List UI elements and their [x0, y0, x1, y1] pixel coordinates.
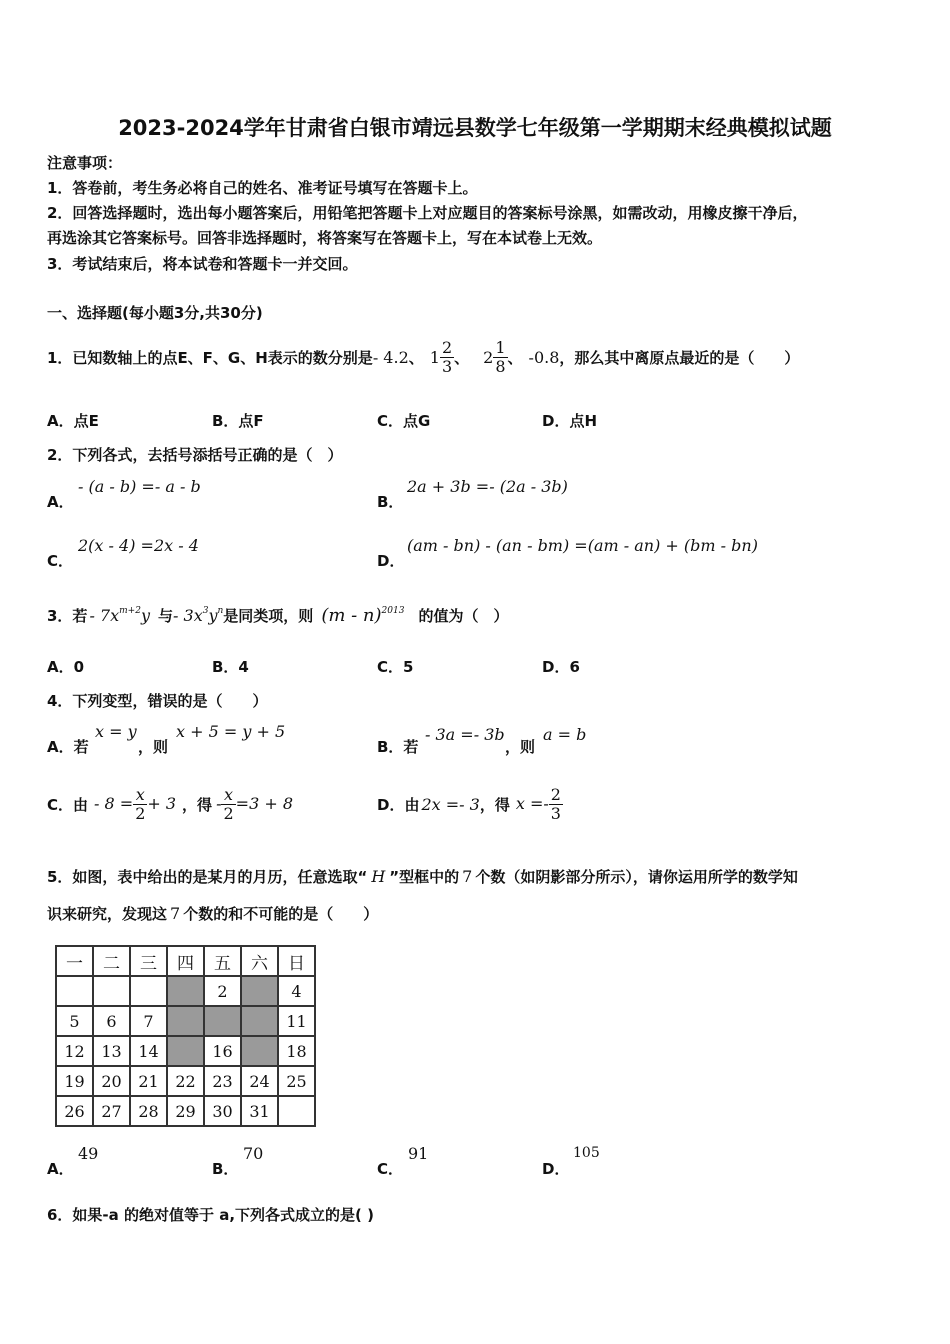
q1-g-whole: 2 — [483, 347, 494, 367]
calendar-cell: 25 — [278, 1066, 315, 1096]
q1-option-c: C．点G — [377, 412, 431, 430]
calendar-cell-shaded — [241, 1036, 278, 1066]
q3-term-2-exp-y: n — [217, 605, 224, 616]
calendar-header-row — [56, 946, 315, 976]
q2-stem: 2．下列各式，去括号添括号正确的是（ ） — [47, 446, 343, 464]
q1-option-b: B．点F — [212, 412, 264, 430]
q2-option-c-label: C． — [47, 552, 74, 570]
question-1 — [47, 327, 799, 387]
q4-c-rhs: + 3 — [147, 793, 177, 813]
calendar-cell — [130, 976, 167, 1006]
calendar-cell: 26 — [56, 1096, 93, 1126]
q5-h-symbol: H — [371, 867, 386, 886]
calendar-cell: 19 — [56, 1066, 93, 1096]
q4-option-a-result: x + 5 = y + 5 — [176, 722, 286, 741]
q2-option-d-label: D． — [377, 552, 405, 570]
q1-value-g — [483, 339, 507, 376]
q4-c-result-denominator: 2 — [223, 803, 234, 823]
q5-option-c-label: C． — [377, 1160, 404, 1178]
q3-term-2-exp-x: 3 — [202, 605, 209, 616]
calendar-cell: 22 — [167, 1066, 204, 1096]
q4-option-a-premise: x = y — [95, 722, 137, 741]
q2-option-a-label: A． — [47, 493, 74, 511]
q5-option-a-label: A． — [47, 1160, 74, 1178]
section-heading: 一、选择题(每小题3分,共30分) — [47, 304, 263, 322]
calendar-cell: 7 — [130, 1006, 167, 1036]
q5-line-2-a: 识来研究，发现这 — [47, 905, 168, 923]
q4-c-result-numerator: x — [221, 786, 235, 805]
q3-stem-mid: 是同类项，则 — [223, 606, 314, 625]
page-title: 2023-2024学年甘肃省白银市靖远县数学七年级第一学期期末经典模拟试题 — [118, 116, 832, 140]
q1-g-numerator: 1 — [495, 337, 506, 357]
q4-option-d — [377, 780, 563, 828]
q3-term-2-base: - 3x — [173, 605, 203, 625]
q3-term-1-base: - 7x — [89, 605, 120, 625]
q5-line-1-b: ”型框中的 — [389, 868, 460, 886]
q4-option-a-then: ，则 — [138, 738, 169, 756]
calendar-cell-shaded — [241, 976, 278, 1006]
calendar-header-cell: 三 — [130, 946, 167, 976]
q4-option-c-premise — [94, 786, 176, 823]
calendar-cell: 29 — [167, 1096, 204, 1126]
q1-separator: 、 — [408, 348, 424, 367]
calendar-cell: 20 — [93, 1066, 130, 1096]
q1-stem-end: ，那么其中离原点最近的是（ ） — [559, 348, 800, 367]
calendar-header-cell: 五 — [204, 946, 241, 976]
q5-line-1-a: 5．如图，表中给出的是某月的月历，任意选取“ — [47, 868, 368, 886]
q1-f-whole: 1 — [429, 347, 440, 367]
calendar-row — [56, 1006, 315, 1036]
q4-option-a-label: A．若 — [47, 738, 89, 756]
calendar-cell: 5 — [56, 1006, 93, 1036]
q2-option-d-expr: (am - bn) - (an - bm) =(am - an) + (bm - bn) — [407, 536, 758, 555]
q1-separator: 、 — [507, 348, 523, 367]
q4-option-c-result — [216, 786, 293, 823]
calendar-header-cell: 六 — [241, 946, 278, 976]
q1-stem: 1．已知数轴上的点E、F、G、H表示的数分别是 — [47, 348, 373, 367]
calendar-cell: 11 — [278, 1006, 315, 1036]
calendar-cell — [56, 976, 93, 1006]
q5-option-b-label: B． — [212, 1160, 239, 1178]
q2-option-b-expr: 2a + 3b =- (2a - 3b) — [407, 477, 568, 496]
q2-option-a-expr: - (a - b) =- a - b — [78, 477, 201, 496]
q5-seven: 7 — [462, 867, 473, 886]
calendar-cell: 30 — [204, 1096, 241, 1126]
q1-f-denominator: 3 — [441, 356, 453, 376]
q4-option-b-label: B．若 — [377, 738, 419, 756]
q5-option-a-value: 49 — [78, 1144, 99, 1163]
calendar-cell: 21 — [130, 1066, 167, 1096]
calendar-row — [56, 976, 315, 1006]
calendar-header-cell: 二 — [93, 946, 130, 976]
q3-term-1-exponent: m+2 — [119, 605, 141, 616]
q3-term-1 — [89, 606, 150, 625]
q1-separator: 、 — [454, 348, 470, 367]
calendar-header-cell: 日 — [278, 946, 315, 976]
q3-stem-end: 的值为（ ） — [418, 606, 509, 625]
calendar-cell — [278, 1096, 315, 1126]
q4-c-result-rhs: =3 + 8 — [235, 793, 293, 813]
q4-option-b-premise: - 3a =- 3b — [425, 725, 505, 744]
q4-d-denominator: 3 — [550, 803, 561, 823]
calendar-cell-shaded — [167, 1006, 204, 1036]
notice-heading: 注意事项： — [47, 154, 123, 172]
q3-term-2-y: y — [208, 605, 218, 625]
q6-stem: 6．如果-a 的绝对值等于 a,下列各式成立的是( ) — [47, 1206, 374, 1224]
calendar-cell: 16 — [204, 1036, 241, 1066]
q3-option-a: A．0 — [47, 658, 85, 676]
q4-c-lhs: - 8 = — [94, 793, 134, 813]
calendar-table — [55, 945, 316, 1127]
q5-line-2-b: 个数的和不可能的是（ ） — [183, 905, 379, 923]
question-3 — [47, 595, 508, 635]
q1-value-e: - 4.2 — [372, 347, 409, 367]
q4-option-d-then: ，得 — [479, 795, 510, 814]
q4-option-c — [47, 780, 293, 828]
q1-option-a: A．点E — [47, 412, 99, 430]
q4-d-result-lhs: x =- — [515, 793, 549, 813]
q5-option-b-value: 70 — [243, 1144, 264, 1163]
q5-seven-2: 7 — [170, 904, 181, 923]
q3-option-d: D．6 — [542, 658, 580, 676]
q1-value-f — [430, 339, 454, 376]
calendar-cell: 12 — [56, 1036, 93, 1066]
calendar-header-cell: 四 — [167, 946, 204, 976]
q4-option-d-premise: 2x =- 3 — [421, 794, 480, 814]
calendar-row — [56, 1036, 315, 1066]
q4-c-numerator: x — [133, 786, 147, 805]
q4-option-d-result — [516, 786, 563, 823]
calendar-header-cell: 一 — [56, 946, 93, 976]
calendar-cell: 14 — [130, 1036, 167, 1066]
notice-item: 2．回答选择题时，选出每小题答案后，用铅笔把答题卡上对应题目的答案标号涂黑，如需改动，用橡皮擦干净后， — [47, 204, 808, 222]
calendar-cell: 31 — [241, 1096, 278, 1126]
q5-option-c-value: 91 — [408, 1144, 429, 1163]
q5-line-1-c: 个数（如阴影部分所示），请你运用所学的数学知 — [475, 868, 798, 886]
q5-line-2 — [47, 903, 378, 924]
q3-option-c: C．5 — [377, 658, 414, 676]
q4-c-denominator: 2 — [135, 803, 146, 823]
q1-value-h: -0.8 — [528, 347, 560, 367]
q5-line-1 — [47, 866, 798, 887]
calendar-cell: 6 — [93, 1006, 130, 1036]
q5-option-d-label: D． — [542, 1160, 570, 1178]
q3-and: 与 — [158, 606, 174, 625]
q3-term-1-y: y — [140, 605, 150, 625]
calendar-cell: 4 — [278, 976, 315, 1006]
q1-f-numerator: 2 — [441, 337, 453, 357]
q3-option-b: B．4 — [212, 658, 249, 676]
q4-option-b-result: a = b — [543, 725, 587, 744]
calendar-cell: 28 — [130, 1096, 167, 1126]
calendar-row — [56, 1066, 315, 1096]
calendar-cell: 23 — [204, 1066, 241, 1096]
calendar-cell: 27 — [93, 1096, 130, 1126]
q4-option-b-then: ，则 — [505, 738, 536, 756]
calendar-cell: 24 — [241, 1066, 278, 1096]
calendar-cell: 18 — [278, 1036, 315, 1066]
q4-option-d-label: D．由 — [377, 795, 420, 814]
calendar-cell-shaded — [167, 976, 204, 1006]
q4-d-numerator: 2 — [550, 784, 561, 804]
q4-option-c-label: C．由 — [47, 795, 89, 814]
q1-option-d: D．点H — [542, 412, 598, 430]
notice-item: 1．答卷前，考生务必将自己的姓名、准考证号填写在答题卡上。 — [47, 179, 478, 197]
q4-stem: 4．下列变型，错误的是（ ） — [47, 692, 268, 710]
calendar-row — [56, 1096, 315, 1126]
calendar-cell-shaded — [204, 1006, 241, 1036]
calendar-cell-shaded — [167, 1036, 204, 1066]
q4-c-result-sign: - — [216, 793, 222, 813]
notice-item: 3．考试结束后，将本试卷和答题卡一并交回。 — [47, 255, 358, 273]
calendar-cell: 2 — [204, 976, 241, 1006]
q3-expression-base: (m - n) — [321, 604, 382, 626]
q3-expression — [321, 605, 404, 626]
q1-g-denominator: 8 — [495, 356, 506, 376]
notice-item: 再选涂其它答案标号。回答非选择题时，将答案写在答题卡上，写在本试卷上无效。 — [47, 229, 603, 247]
q3-term-2 — [173, 606, 223, 625]
calendar-cell-shaded — [241, 1006, 278, 1036]
q2-option-c-expr: 2(x - 4) =2x - 4 — [78, 536, 199, 555]
q5-option-d-value: 105 — [573, 1145, 600, 1161]
q4-option-c-then: ，得 — [182, 795, 213, 814]
q2-option-b-label: B． — [377, 493, 404, 511]
calendar-cell: 13 — [93, 1036, 130, 1066]
q3-expression-exponent: 2013 — [381, 605, 405, 616]
q3-stem: 3．若 — [47, 606, 88, 625]
calendar-cell — [93, 976, 130, 1006]
